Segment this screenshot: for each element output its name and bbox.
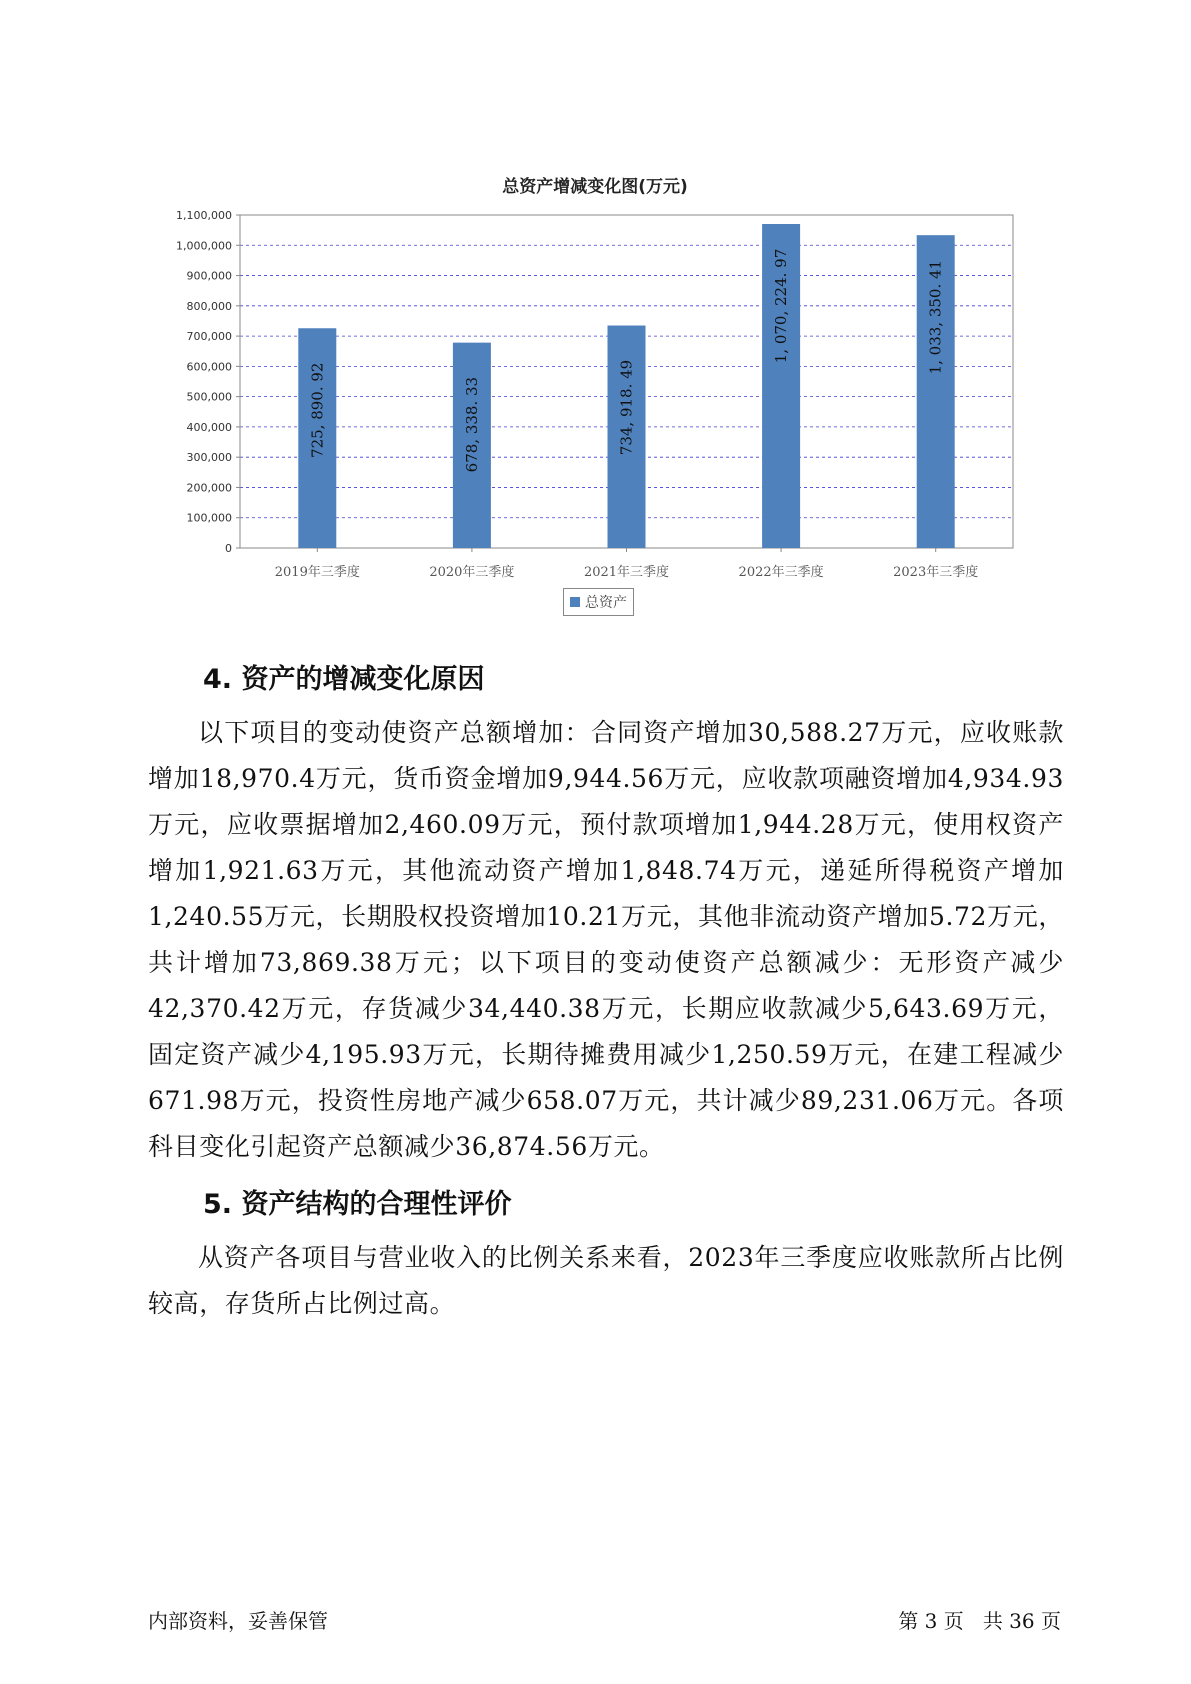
section-heading-4: 4. 资产的增减变化原因: [203, 664, 485, 695]
y-tick-label: 300,000: [186, 451, 232, 465]
y-tick-label: 900,000: [186, 269, 232, 283]
bar-value-label: 1, 070, 224. 97: [772, 248, 791, 364]
legend-swatch: [570, 597, 580, 607]
y-tick-label: 600,000: [186, 360, 232, 374]
y-axis-ticks: [176, 209, 240, 555]
y-tick-label: 200,000: [186, 481, 232, 495]
chart-title: 总资产增减变化图(万元): [502, 177, 688, 197]
bar-value-label: 678, 338. 33: [462, 376, 481, 473]
total-assets-bar-chart: [150, 200, 1030, 590]
chart-bars: [298, 224, 954, 548]
x-axis-ticks: [275, 548, 978, 580]
y-tick-label: 100,000: [186, 511, 232, 525]
bar-value-label: 725, 890. 92: [308, 362, 327, 458]
x-tick-label: 2019年三季度: [274, 565, 360, 580]
section-heading-5: 5. 资产结构的合理性评价: [203, 1189, 512, 1220]
y-tick-label: 1,000,000: [176, 239, 232, 253]
section-4-body: 以下项目的变动使资产总额增加：合同资产增加30,588.27万元，应收账款增加18,970.4万元，货币资金增加9,944.56万元，应收款项融资增加4,934.93万元，应收票据增加2,460.09万元，预付款项增加1,944.28万元，使用权资产增加1,921.63万元，其他流动资产增加1,848.74万元，递延所得税资产增加1,240.55万元，长期股权投资增加10.21万元，其他非流动资产增加5.72万元，共计增加73,869.38万元；以下项目的变动使资产总额减少：无形资产减少42,370.42万元，存货减少34,440.38万元，长期应收款减少5,643.69万元，固定资产减少4,195.93万元，长期待摊费用减少1,250.59万元，在建工程减少671.98万元，投资性房地产减少658.07万元，共计减少89,231.06万元。各项科目变化引起资产总额减少36,874.56万元。: [148, 718, 1064, 1161]
legend-label: 总资产: [585, 595, 627, 611]
y-tick-label: 800,000: [186, 299, 232, 313]
y-tick-label: 400,000: [186, 420, 232, 434]
bar-value-label: 734, 918. 49: [617, 359, 636, 456]
footer-confidential-note: 内部资料，妥善保管: [148, 1609, 328, 1633]
x-tick-label: 2021年三季度: [583, 565, 670, 580]
section-5-body: 从资产各项目与营业收入的比例关系来看，2023年三季度应收账款所占比例较高，存货所占比例过高。: [148, 1243, 1064, 1318]
y-tick-label: 0: [225, 542, 232, 555]
chart-legend-box: [563, 588, 634, 616]
x-tick-label: 2023年三季度: [893, 565, 979, 580]
y-tick-label: 500,000: [186, 390, 232, 404]
y-tick-label: 700,000: [186, 330, 232, 344]
x-tick-label: 2022年三季度: [738, 565, 824, 580]
footer-page-number: 第 3 页 共 36 页: [898, 1609, 1061, 1633]
x-tick-label: 2020年三季度: [429, 565, 515, 580]
bar-value-label: 1, 033, 350. 41: [926, 259, 945, 375]
y-tick-label: 1,100,000: [176, 209, 232, 222]
